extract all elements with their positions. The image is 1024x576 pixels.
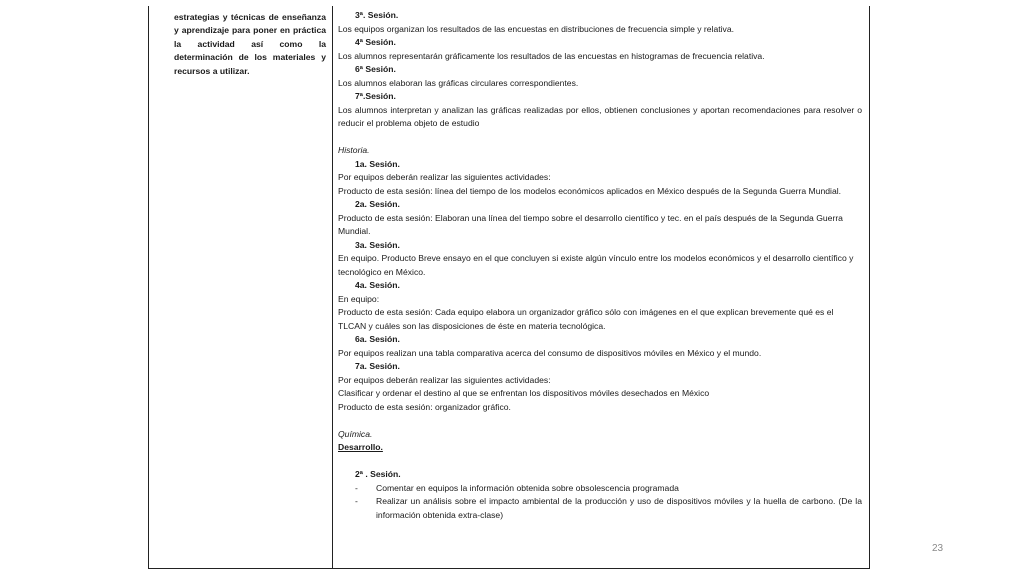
session-heading: 6ª Sesión. xyxy=(355,64,396,74)
session-heading: 7ª.Sesión. xyxy=(355,91,396,101)
page-number: 23 xyxy=(932,543,944,554)
session-text: Por equipos deberán realizar las siguientes actividades: xyxy=(338,172,551,182)
subject-title-quimica: Química. xyxy=(338,428,373,439)
session-text: Los alumnos interpretan y analizan las gráficas realizadas por ellos, obtienen conclusiones y aportan recomendaciones para resolver o reducir el problema objeto de estudio xyxy=(338,104,862,128)
session-text: Por equipos realizan una tabla comparativa acerca del consumo de dispositivos móviles en México y el mundo. xyxy=(338,347,762,358)
session-heading: 2ª . Sesión. xyxy=(355,469,401,479)
bullet-item xyxy=(338,495,862,522)
stats-section xyxy=(338,9,862,23)
session-text: Producto de esta sesión: Elaboran una línea del tiempo sobre el desarrollo científico y tec. en el país después de la Segunda Guerra Mundial. xyxy=(338,212,843,236)
column-divider xyxy=(332,6,333,568)
bullet-text: Comentar en equipos la información obtenida sobre obsolescencia programada xyxy=(376,482,679,493)
session-heading: 3ª. Sesión. xyxy=(355,10,399,20)
session-text: En equipo: xyxy=(338,293,380,304)
session-text: Por equipos deberán realizar las siguientes actividades: xyxy=(338,374,551,385)
session-text: Los equipos organizan los resultados de las encuestas en distribuciones de frecuencia simple y relativa. xyxy=(338,23,735,34)
session-text: Producto de esta sesión: línea del tiempo de los modelos económicos aplicados en México después de la Segunda Guerra Mundial. xyxy=(338,185,842,196)
left-cell-text: estrategias y técnicas de enseñanza y aprendizaje para poner en práctica la actividad así como la determinación de los materiales y recursos a utilizar. xyxy=(174,12,326,76)
session-heading: 7a. Sesión. xyxy=(355,361,400,371)
session-text: En equipo. Producto Breve ensayo en el que concluyen si existe algún vínculo entre los modelos económicos y el desarrollo científico y tecnológico en México. xyxy=(338,253,854,277)
session-text: Clasificar y ordenar el destino al que se enfrentan los dispositivos móviles desechados en México xyxy=(338,388,710,398)
session-text: Producto de esta sesión: organizador gráfico. xyxy=(338,401,511,412)
bullet-dash: - xyxy=(355,482,358,493)
session-heading: 2a. Sesión. xyxy=(355,199,400,209)
session-heading: 1a. Sesión. xyxy=(355,158,400,169)
bullet-dash: - xyxy=(355,496,358,506)
session-heading: 3a. Sesión. xyxy=(355,239,400,250)
bullet-text: Realizar un análisis sobre el impacto ambiental de la producción y uso de dispositivos móviles y la huella de carbono. (De la información obtenida extra-clase) xyxy=(376,496,862,520)
session-heading: 4a. Sesión. xyxy=(355,280,400,290)
session-heading: 4ª Sesión. xyxy=(355,37,396,47)
right-cell xyxy=(338,9,862,522)
section-title-desarrollo: Desarrollo. xyxy=(338,442,383,452)
subject-title-historia: Historia. xyxy=(338,145,370,155)
session-text: Los alumnos representarán gráficamente los resultados de las encuestas en histogramas de frecuencia relativa. xyxy=(338,50,765,61)
session-text: Producto de esta sesión: Cada equipo elabora un organizador gráfico sólo con imágenes en el que explican brevemente qué es el TLCAN y cuáles son las disposiciones de éste en materia tecnológica. xyxy=(338,307,834,331)
session-text: Los alumnos elaboran las gráficas circulares correspondientes. xyxy=(338,77,579,88)
session-heading: 6a. Sesión. xyxy=(355,334,400,344)
bullet-item xyxy=(338,482,862,496)
